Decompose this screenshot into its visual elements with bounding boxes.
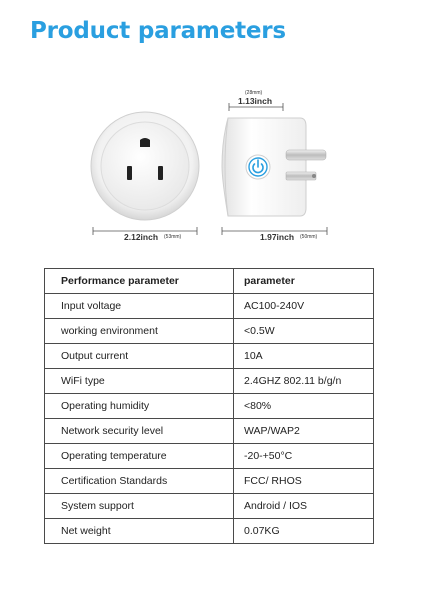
page-title: Product parameters: [30, 18, 286, 44]
table-row: [45, 419, 374, 444]
parameters-table: [44, 268, 374, 544]
param-name: Network security level: [45, 419, 234, 444]
param-value: <0.5W: [234, 319, 374, 344]
product-figure: [0, 80, 424, 250]
height-inch-label: 1.97inch: [260, 232, 295, 242]
table-row: [45, 469, 374, 494]
width-mm-label: (53mm): [164, 234, 182, 240]
param-name: Operating humidity: [45, 394, 234, 419]
depth-mm-label: (28mm): [245, 90, 263, 96]
height-mm-label: (50mm): [300, 234, 318, 240]
table-row: [45, 519, 374, 544]
power-icon: [246, 155, 270, 179]
table-row: [45, 369, 374, 394]
side-plug-view: [222, 118, 326, 216]
param-value: WAP/WAP2: [234, 419, 374, 444]
param-value: 10A: [234, 344, 374, 369]
param-name: Output current: [45, 344, 234, 369]
param-value: AC100-240V: [234, 294, 374, 319]
param-value: -20-+50°C: [234, 444, 374, 469]
table-row: [45, 319, 374, 344]
table-header-row: [45, 269, 374, 294]
header-value-cell: parameter: [234, 269, 374, 294]
param-value: FCC/ RHOS: [234, 469, 374, 494]
param-name: Certification Standards: [45, 469, 234, 494]
table-row: [45, 494, 374, 519]
param-name: Input voltage: [45, 294, 234, 319]
param-name: WiFi type: [45, 369, 234, 394]
param-name: working environment: [45, 319, 234, 344]
depth-inch-label: 1.13inch: [238, 96, 273, 106]
table-row: [45, 444, 374, 469]
param-name: Operating temperature: [45, 444, 234, 469]
param-value: 0.07KG: [234, 519, 374, 544]
table-row: [45, 344, 374, 369]
param-value: Android / IOS: [234, 494, 374, 519]
param-value: 2.4GHZ 802.11 b/g/n: [234, 369, 374, 394]
header-name-cell: Performance parameter: [45, 269, 234, 294]
table-row: [45, 394, 374, 419]
table-row: [45, 294, 374, 319]
param-name: Net weight: [45, 519, 234, 544]
param-value: <80%: [234, 394, 374, 419]
front-socket-view: [0, 80, 424, 250]
param-name: System support: [45, 494, 234, 519]
width-inch-label: 2.12inch: [124, 232, 159, 242]
